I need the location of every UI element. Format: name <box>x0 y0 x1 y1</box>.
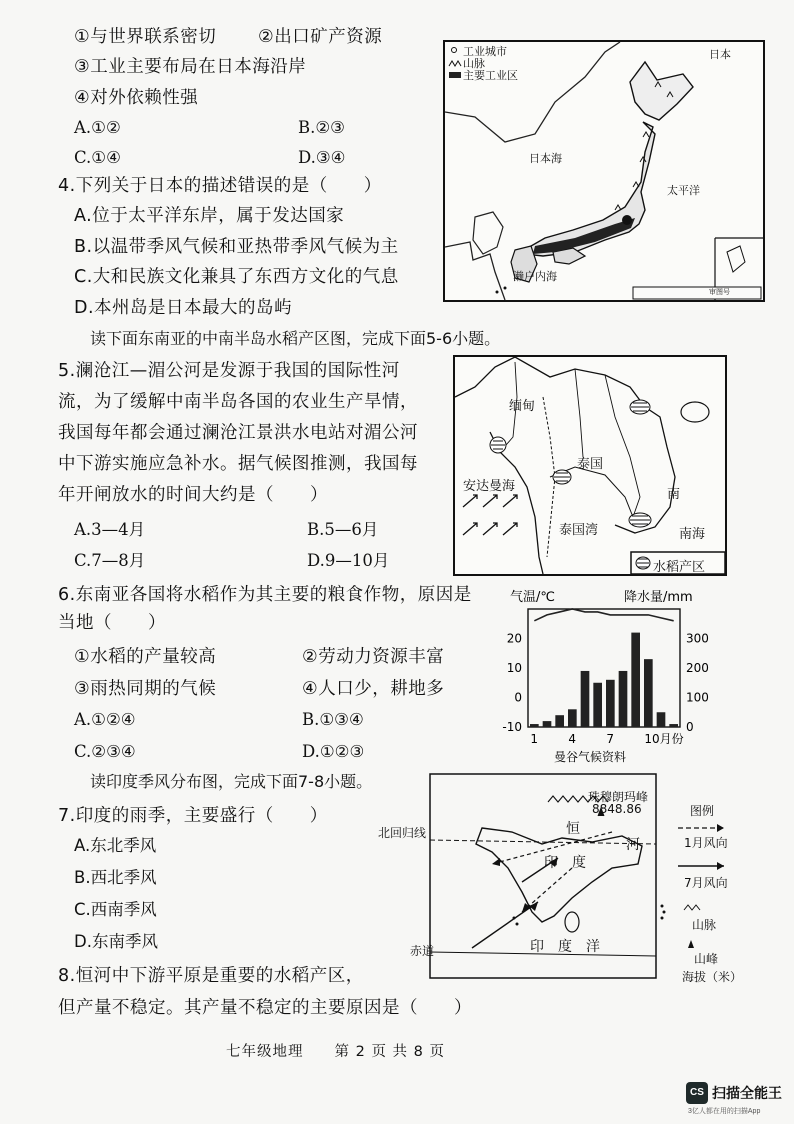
q4-stem: 4.下列关于日本的描述错误的是（ ） <box>58 176 382 196</box>
precip-bar <box>644 659 653 727</box>
chart-right-tick: 0 <box>686 720 694 734</box>
india-legend-peak: 山峰 <box>694 952 719 966</box>
q6-option-4: ④人口少，耕地多 <box>302 679 445 699</box>
precip-bar <box>619 671 628 727</box>
chart-x-tick: 4 <box>568 732 576 746</box>
temperature-line <box>534 609 673 621</box>
india-label-equator: 赤道 <box>410 944 435 958</box>
india-label-ocean: 印 度 洋 <box>530 939 600 955</box>
precip-bar <box>669 724 678 727</box>
india-monsoon-map <box>372 772 743 998</box>
sea-label-south-sea: 南海 <box>679 527 706 542</box>
q7-choice-b: B.西北季风 <box>74 868 157 887</box>
india-legend-altitude: 海拔（米） <box>682 970 743 984</box>
southeast-asia-map <box>453 355 727 576</box>
chart-left-tick: 0 <box>514 690 522 705</box>
q6-option-1: ①水稻的产量较高 <box>74 647 217 667</box>
chart-frame <box>528 609 680 727</box>
chart-right-tick: 300 <box>686 631 709 646</box>
q6-choice-b: B.①③④ <box>302 710 364 729</box>
japan-legend-industry: 主要工业区 <box>463 69 518 82</box>
camscanner-logo: CS <box>686 1082 708 1104</box>
japan-map <box>443 40 765 302</box>
chart-x-tick: 7 <box>606 732 614 746</box>
india-label-tropic: 北回归线 <box>378 826 427 840</box>
india-legend-jan: 1月风向 <box>684 836 728 850</box>
chart-y-right-label: 降水量/mm <box>624 590 693 605</box>
chart-title: 曼谷气候资料 <box>554 750 627 764</box>
q7-choice-c: C.西南季风 <box>74 900 157 919</box>
precip-bar <box>568 709 577 727</box>
q5-choice-c: C.7—8月 <box>74 551 146 570</box>
q5-line-4: 中下游实施应急补水。据气候图推测，我国每 <box>58 454 418 474</box>
precip-bar <box>593 683 602 727</box>
japan-label-sea: 日本海 <box>529 152 562 165</box>
sea-label-thailand: 泰国 <box>577 457 604 472</box>
q3-option-2: ②出口矿产资源 <box>258 27 383 47</box>
q5-line-1: 5.澜沧江—湄公河是发源于我国的国际性河 <box>58 361 400 381</box>
chart-left-tick: 10 <box>506 661 522 675</box>
q6-choice-a: A.①②④ <box>74 710 136 729</box>
india-legend-mountain: 山脉 <box>692 918 717 932</box>
sea-label-gulf: 泰国湾 <box>559 523 599 538</box>
q5-line-2: 流，为了缓解中南半岛各国的农业生产旱情， <box>58 392 418 412</box>
q3-option-1: ①与世界联系密切 <box>74 27 217 47</box>
q6-choice-d: D.①②③ <box>302 742 365 761</box>
q3-choice-b: B.②③ <box>298 118 345 137</box>
q3-option-4: ④对外依赖性强 <box>74 88 199 108</box>
india-label-he: 河 <box>626 837 640 853</box>
chart-y-left-label: 气温/℃ <box>510 590 555 605</box>
japan-legend-mountain: 山脉 <box>463 57 485 70</box>
precip-bar <box>530 724 539 727</box>
india-label-height: 8848.86 <box>592 802 642 816</box>
sea-legend-rice: 水稻产区 <box>653 560 706 575</box>
q6-option-2: ②劳动力资源丰富 <box>302 647 445 667</box>
q5-choice-a: A.3—4月 <box>74 520 146 539</box>
q4-choice-a: A.位于太平洋东岸，属于发达国家 <box>74 206 345 226</box>
q5-line-5: 年开闸放水的时间大约是（ ） <box>58 485 328 505</box>
q5-choice-d: D.9—10月 <box>307 551 390 570</box>
precip-bar <box>555 715 564 727</box>
precip-bar <box>657 712 666 727</box>
q3-choice-a: A.①② <box>74 118 121 137</box>
sea-label-andaman: 安达曼海 <box>463 479 516 494</box>
india-label-heng: 恒 <box>566 821 580 837</box>
chart-x-tick: 1 <box>530 732 538 746</box>
climate-chart-svg <box>490 585 730 765</box>
sea-label-myanmar: 缅甸 <box>509 399 536 414</box>
q3-option-3: ③工业主要布局在日本海沿岸 <box>74 57 307 77</box>
q7-choice-d: D.东南季风 <box>74 932 158 951</box>
q6-option-3: ③雨热同期的气候 <box>74 679 217 699</box>
intro-5-6: 读下面东南亚的中南半岛水稻产区图，完成下面5-6小题。 <box>90 329 501 348</box>
chart-right-tick: 200 <box>686 661 709 675</box>
precip-bar <box>543 721 552 727</box>
precip-bar <box>581 671 590 727</box>
india-map-drawing <box>372 772 728 998</box>
q4-choice-d: D.本州岛是日本最大的岛屿 <box>74 298 293 318</box>
japan-label-inland-sea: 濑户内海 <box>513 270 557 283</box>
sea-label-south: 南 <box>667 487 681 502</box>
intro-7-8: 读印度季风分布图，完成下面7-8小题。 <box>90 772 373 791</box>
chart-right-tick: 100 <box>686 690 709 705</box>
q5-choice-b: B.5—6月 <box>307 520 379 539</box>
japan-label-country: 日本 <box>709 48 731 61</box>
q3-choice-c: C.①④ <box>74 148 121 167</box>
q6-line-1: 6.东南亚各国将水稻作为其主要的粮食作物，原因是 <box>58 585 472 605</box>
q8-line-2: 但产量不稳定。其产量不稳定的主要原因是（ ） <box>58 998 472 1018</box>
q6-choice-c: C.②③④ <box>74 742 136 761</box>
q5-line-3: 我国每年都会通过澜沧江景洪水电站对湄公河 <box>58 423 418 443</box>
q4-choice-c: C.大和民族文化兼具了东西方文化的气息 <box>74 267 399 287</box>
japan-legend-city: 工业城市 <box>463 45 507 58</box>
india-legend-title: 图例 <box>690 804 715 818</box>
q7-stem: 7.印度的雨季，主要盛行（ ） <box>58 806 328 826</box>
page-footer: 七年级地理 第 2 页 共 8 页 <box>226 1044 445 1060</box>
chart-left-tick: -10 <box>502 720 522 734</box>
camscanner-name: 扫描全能王 <box>712 1085 782 1101</box>
india-label-peak: 珠穆朗玛峰 <box>588 790 649 804</box>
q7-choice-a: A.东北季风 <box>74 836 157 855</box>
q4-choice-b: B.以温带季风气候和亚热带季风气候为主 <box>74 237 399 257</box>
precip-bar <box>606 680 615 727</box>
india-legend-jul: 7月风向 <box>684 876 728 890</box>
chart-left-tick: 20 <box>506 631 522 646</box>
japan-map-stamp: 审图号 <box>709 288 730 296</box>
india-label-india: 印 度 <box>544 855 586 871</box>
chart-x-tick: 10月份 <box>644 732 684 746</box>
q6-line-2: 当地（ ） <box>58 613 166 633</box>
camscanner-tagline: 3亿人都在用的扫描App <box>688 1108 761 1115</box>
q8-line-1: 8.恒河中下游平原是重要的水稻产区， <box>58 966 364 986</box>
precip-bar <box>631 633 640 727</box>
bangkok-climate-chart <box>490 585 730 765</box>
q3-choice-d: D.③④ <box>298 148 346 167</box>
japan-label-pacific: 太平洋 <box>667 184 700 197</box>
